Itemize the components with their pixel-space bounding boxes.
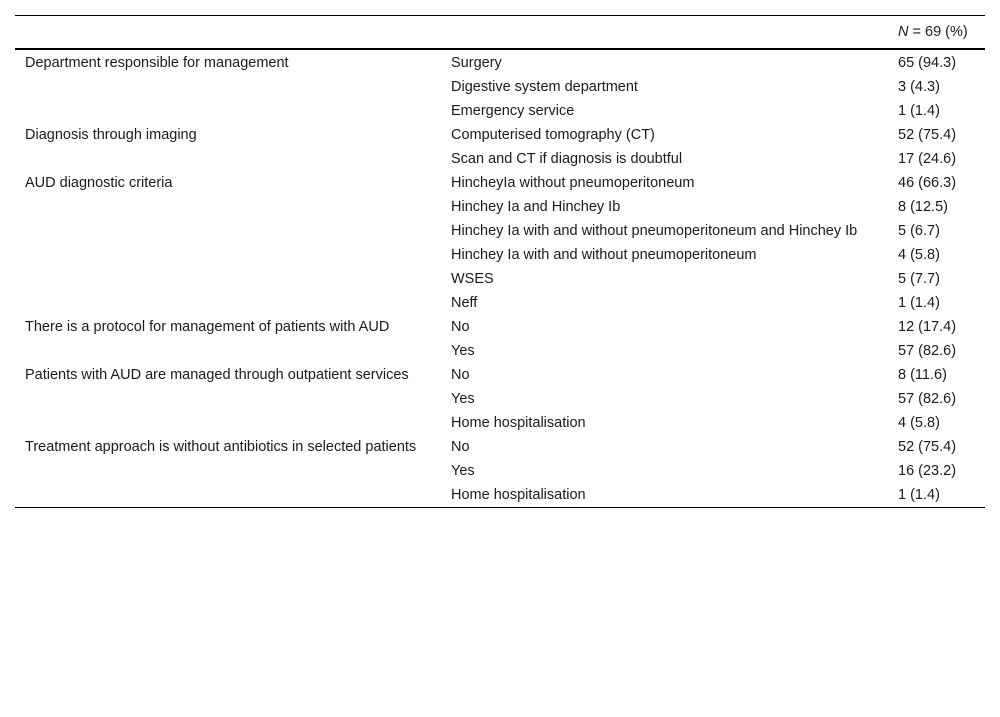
row-question: AUD diagnostic criteria: [25, 175, 173, 191]
row-value: 17 (24.6): [898, 151, 957, 167]
row-question: [15, 483, 441, 508]
row-value: 65 (94.3): [898, 55, 957, 71]
row-value: 52 (75.4): [898, 439, 957, 455]
row-answer: HincheyIa without pneumoperitoneum: [451, 175, 695, 191]
row-value: 1 (1.4): [888, 483, 985, 508]
table-header: [15, 16, 985, 50]
row-answer: Yes: [451, 391, 475, 407]
row-question: [15, 195, 441, 219]
row-answer: Yes: [451, 463, 475, 479]
row-question: [15, 75, 441, 99]
table-row: [15, 171, 985, 195]
row-answer: Home hospitalisation: [441, 483, 888, 508]
header-row: [15, 16, 985, 49]
row-answer: Emergency service: [451, 103, 575, 119]
table-body: [15, 49, 985, 508]
table-row: [15, 195, 985, 219]
row-answer: Hinchey Ia and Hinchey Ib: [451, 199, 621, 215]
table-row: [15, 123, 985, 147]
row-question: [15, 147, 441, 171]
row-answer: Computerised tomography (CT): [451, 127, 655, 143]
row-answer: Yes: [451, 343, 475, 359]
row-question: Department responsible for management: [25, 55, 289, 71]
row-value: 8 (11.6): [898, 367, 947, 383]
table-row: [15, 435, 985, 459]
header-question: [15, 16, 441, 49]
row-answer: Neff: [451, 295, 478, 311]
row-question: [15, 411, 441, 435]
row-question: [15, 459, 441, 483]
table-row: [15, 147, 985, 171]
row-value: 1 (1.4): [898, 295, 940, 311]
table-row: [15, 267, 985, 291]
row-answer: WSES: [451, 271, 494, 287]
row-question: [15, 339, 441, 363]
table-row: [15, 219, 985, 243]
row-question: [15, 291, 441, 315]
header-n-count: [888, 16, 985, 49]
survey-results-table: [15, 15, 985, 508]
row-value: 5 (6.7): [898, 223, 940, 239]
table-row: [15, 459, 985, 483]
row-value: 4 (5.8): [898, 415, 940, 431]
row-value: 46 (66.3): [898, 175, 957, 191]
row-value: 5 (7.7): [898, 271, 940, 287]
table-row: [15, 315, 985, 339]
row-answer: Hinchey Ia with and without pneumoperitoneum: [451, 247, 757, 263]
row-value: 4 (5.8): [898, 247, 940, 263]
table-row: [15, 243, 985, 267]
row-value: 16 (23.2): [898, 463, 957, 479]
survey-results-table-container: [15, 15, 985, 508]
row-value: 12 (17.4): [898, 319, 957, 335]
row-question: Treatment approach is without antibiotics in selected patients: [25, 439, 417, 455]
row-value: 57 (82.6): [898, 343, 957, 359]
row-answer: No: [451, 367, 470, 383]
row-question: There is a protocol for management of patients with AUD: [25, 319, 390, 335]
row-question: Patients with AUD are managed through outpatient services: [25, 367, 409, 383]
row-question: [15, 219, 441, 243]
table-row: [15, 363, 985, 387]
row-value: 1 (1.4): [898, 103, 940, 119]
row-answer: Scan and CT if diagnosis is doubtful: [451, 151, 683, 167]
row-value: 3 (4.3): [898, 79, 940, 95]
row-value: 8 (12.5): [898, 199, 948, 215]
row-answer: Surgery: [451, 55, 502, 71]
row-answer: Digestive system department: [451, 79, 638, 95]
row-question: [15, 99, 441, 123]
table-row: [15, 75, 985, 99]
row-answer: Hinchey Ia with and without pneumoperitoneum and Hinchey Ib: [451, 223, 858, 239]
row-question: [15, 267, 441, 291]
header-answer: [441, 16, 888, 49]
row-question: Diagnosis through imaging: [25, 127, 197, 143]
row-question: [15, 387, 441, 411]
table-row: [15, 49, 985, 75]
table-row: [15, 483, 985, 508]
row-question: [15, 243, 441, 267]
table-row: [15, 99, 985, 123]
table-row: [15, 339, 985, 363]
table-row: [15, 291, 985, 315]
table-row: [15, 387, 985, 411]
row-answer: Home hospitalisation: [451, 415, 586, 431]
header-n-symbol: N: [898, 24, 909, 40]
table-row: [15, 411, 985, 435]
row-answer: No: [451, 319, 470, 335]
row-answer: No: [451, 439, 470, 455]
header-n-rest: = 69 (%): [908, 24, 968, 40]
row-value: 52 (75.4): [898, 127, 957, 143]
row-value: 57 (82.6): [898, 391, 957, 407]
